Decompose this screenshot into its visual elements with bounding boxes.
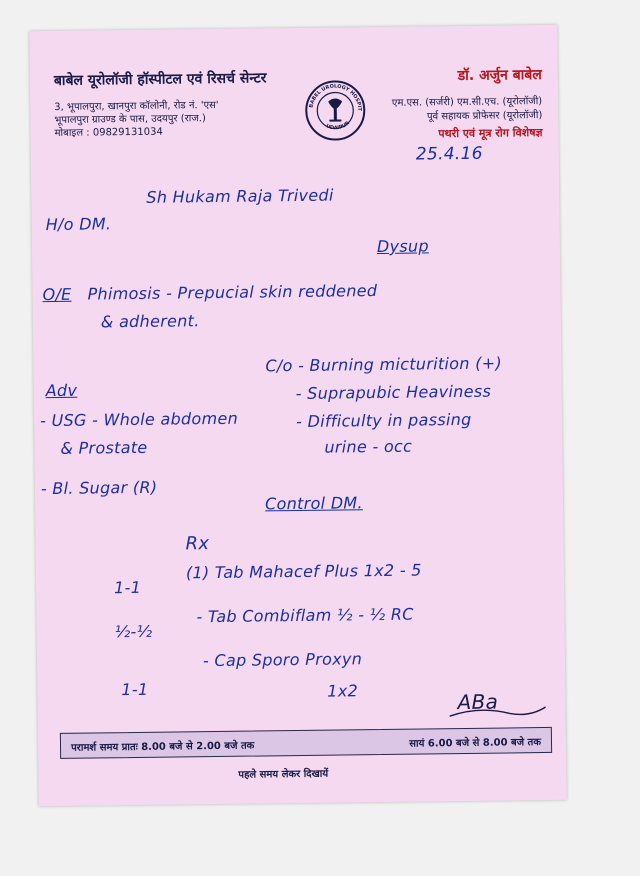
- doctor-qualification: एम.एस. (सर्जरी) एम.सी.एच. (यूरोलॉजी): [391, 95, 543, 109]
- signature-stroke: [448, 701, 548, 722]
- hospital-logo: [304, 79, 367, 142]
- morning-hours: परामर्श समय प्रातः 8.00 बजे से 2.00 बजे तक: [70, 740, 255, 754]
- advice-line-1: - USG - Whole abdomen: [39, 408, 239, 431]
- medicine-1: (1) Tab Mahacef Plus 1x2 - 5: [185, 560, 422, 583]
- history-note: H/o DM.: [45, 214, 112, 235]
- complaint-line-4: urine - occ: [324, 436, 413, 457]
- complaint-line-3: - Difficulty in passing: [295, 409, 472, 432]
- advice-line-2: & Prostate: [60, 437, 148, 458]
- address-line-2: भूपालपुरा ग्राउण्ड के पास, उदयपुर (राज.): [54, 113, 206, 126]
- logo-text-bottom: UDAIPUR: [325, 120, 351, 132]
- prescription-sheet: [29, 25, 566, 806]
- advice-line-3: - Bl. Sugar (R): [40, 477, 158, 499]
- complaint-line-2: - Suprapubic Heaviness: [295, 381, 492, 404]
- logo-text-top: BABEL UROLOGY HOSPITAL: [308, 83, 363, 111]
- advice-label: Adv: [45, 380, 78, 401]
- control-dm-note: Control DM.: [264, 493, 363, 514]
- hospital-name: बाबेल यूरोलॉजी हॉस्पीटल एवं रिसर्च सेन्टर: [53, 70, 267, 89]
- doctor-specialty: पथरी एवं मूत्र रोग विशेषज्ञ: [438, 125, 543, 141]
- medicine-3-dose: 1-1: [121, 679, 149, 700]
- oe-label: O/E: [42, 284, 72, 305]
- medicine-2: - Tab Combiflam ½ - ½ RC: [196, 604, 414, 627]
- evening-hours: सायं 6.00 बजे से 8.00 बजे तक: [409, 737, 542, 750]
- mobile-number: मोबाइल : 09829131034: [54, 126, 163, 139]
- complaint-note: Dysup: [376, 236, 429, 257]
- doctor-name: डॉ. अर्जुन बाबेल: [457, 66, 542, 85]
- complaint-line-1: C/o - Burning micturition (+): [265, 353, 503, 376]
- rx-symbol: Rx: [185, 533, 210, 555]
- medicine-2-dose: ½-½: [114, 621, 153, 642]
- prescription-date: 25.4.16: [415, 143, 483, 165]
- medicine-3: - Cap Sporo Proxyn: [202, 649, 363, 671]
- medicine-3-quantity: 1x2: [327, 681, 359, 701]
- doctor-former-post: पूर्व सहायक प्रोफेसर (यूरोलॉजी): [426, 109, 543, 123]
- address-line-1: 3, भूपालपुरा, खानपुरा कॉलोनी, रोड नं. 'एस': [54, 99, 219, 113]
- oe-line-2: & adherent.: [100, 311, 200, 332]
- appointment-note: पहले समय लेकर दिखायें: [238, 768, 329, 781]
- doctor-signature: ABa: [457, 689, 499, 715]
- consultation-hours-bar: [60, 727, 552, 759]
- patient-name: Sh Hukam Raja Trivedi: [146, 185, 334, 207]
- oe-line-1: Phimosis - Prepucial skin reddened: [87, 281, 378, 304]
- medicine-1-dose: 1-1: [113, 577, 142, 598]
